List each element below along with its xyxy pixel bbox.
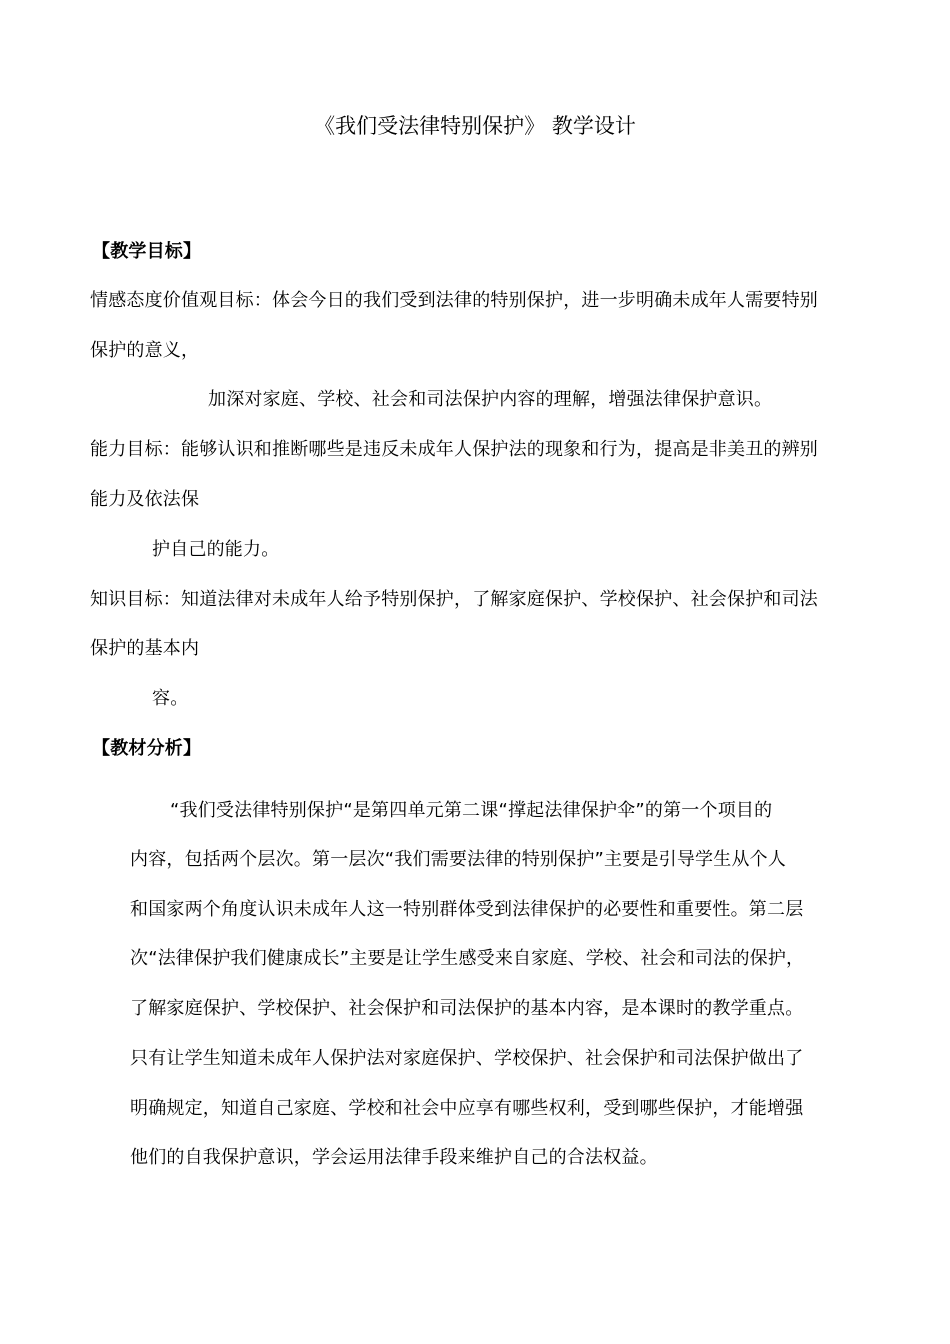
paragraph-line: 保护的意义， <box>90 340 200 361</box>
paragraph-line: 和国家两个角度认识未成年人这一特别群体受到法律保护的必要性和重要性。第二层 <box>130 899 804 920</box>
paragraph-line: 知识目标：知道法律对未成年人给予特别保护，了解家庭保护、学校保护、社会保护和司法 <box>90 589 818 610</box>
paragraph-line: 护自己的能力。 <box>152 539 280 560</box>
section-heading-teaching-goals: 【教学目标】 <box>92 241 202 262</box>
document-title: 《我们受法律特别保护》 教学设计 <box>314 114 636 138</box>
section-heading-material-analysis: 【教材分析】 <box>92 738 202 759</box>
paragraph-line: 保护的基本内 <box>90 638 200 659</box>
paragraph-line: 次“法律保护我们健康成长”主要是让学生感受来自家庭、学校、社会和司法的保护， <box>130 948 805 969</box>
paragraph-line: “我们受法律特别保护“是第四单元第二课“撑起法律保护伞”的第一个项目的 <box>170 800 773 821</box>
paragraph-line: 容。 <box>152 688 189 709</box>
paragraph-line: 加深对家庭、学校、社会和司法保护内容的理解，增强法律保护意识。 <box>208 389 773 410</box>
paragraph-line: 只有让学生知道未成年人保护法对家庭保护、学校保护、社会保护和司法保护做出了 <box>130 1048 804 1069</box>
paragraph-line: 他们的自我保护意识，学会运用法律手段来维护自己的合法权益。 <box>130 1147 658 1168</box>
paragraph-line: 了解家庭保护、学校保护、社会保护和司法保护的基本内容，是本课时的教学重点。 <box>130 998 804 1019</box>
paragraph-line: 能力及依法保 <box>90 489 200 510</box>
paragraph-line: 内容，包括两个层次。第一层次“我们需要法律的特别保护”主要是引导学生从个人 <box>130 849 787 870</box>
paragraph-line: 明确规定，知道自己家庭、学校和社会中应享有哪些权利，受到哪些保护，才能增强 <box>130 1098 804 1119</box>
paragraph-line: 能力目标：能够认识和推断哪些是违反未成年人保护法的现象和行为，提高是非美丑的辨别 <box>90 439 818 460</box>
paragraph-line: 情感态度价值观目标：体会今日的我们受到法律的特别保护，进一步明确未成年人需要特别 <box>90 290 818 311</box>
